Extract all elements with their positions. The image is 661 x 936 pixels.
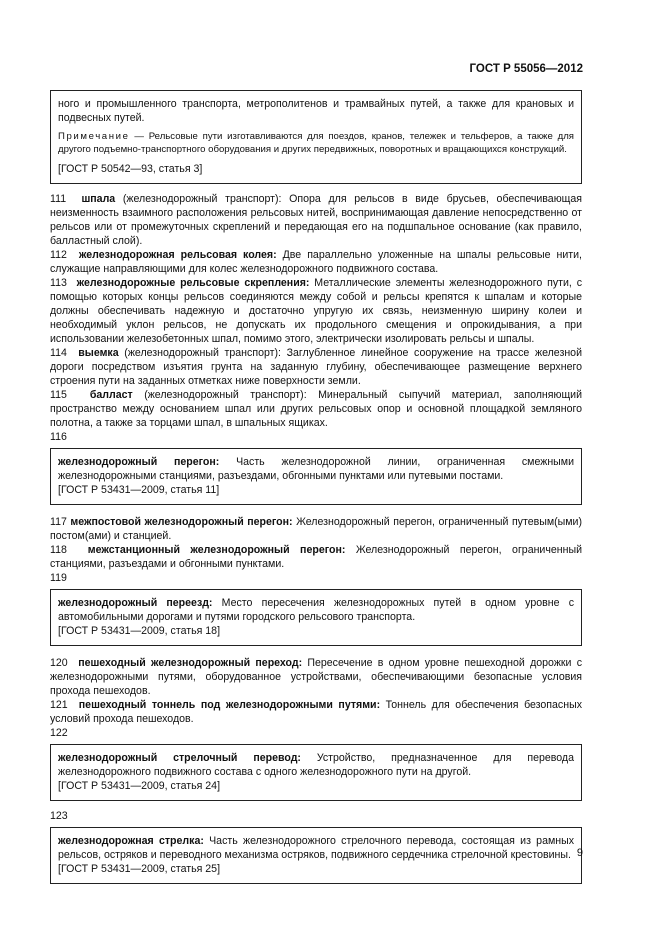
term-name: железнодорожные рельсовые скрепления: (76, 277, 310, 289)
term-definition: Железнодорожный перегон, ограниченный станциями, разъездами и обгонными пунктами. (50, 544, 582, 570)
term-number: 117 (50, 516, 67, 528)
term-name: железнодорожный переезд: (58, 597, 213, 609)
quoted-definition-box-122 (50, 744, 582, 801)
term-111 (50, 192, 582, 248)
term-name: пешеходный тоннель под железнодорожными путями: (78, 699, 381, 711)
term-definition: Место пересечения железнодорожных путей в одном уровне с автомобильными дорогами и путями городского рельсового транспорта. (58, 597, 574, 623)
quoted-definition-box-119 (50, 589, 582, 646)
term-name: железнодорожный перегон: (58, 456, 220, 468)
term-definition: Часть железнодорожной линии, ограниченная смежными железнодорожными станциями, разъездами, обгонными пунктами или путевыми постами. (58, 456, 574, 482)
term-number: 121 (50, 699, 68, 711)
term-name: шпала (81, 193, 116, 205)
document-code: ГОСТ Р 55056—2012 (469, 63, 583, 75)
source-reference: [ГОСТ Р 50542—93, статья 3] (58, 163, 203, 175)
source-reference: [ГОСТ Р 53431—2009, статья 18] (58, 625, 221, 637)
term-definition: Устройство, предназначенное для перевода железнодорожного подвижного состава с одного железнодорожного пути на другой. (58, 752, 574, 778)
term-117 (50, 515, 582, 543)
term-definition: Металлические элементы железнодорожного пути, с помощью которых концы рельсов соединяются между собой и рельсы крепятся к шпалам и которые должны обеспечивать надежную и достаточно упругую их связь, неизменную ширину колеи и необходимый уклон рельсов, не допускать их продольного смещения и опрокидывания, а при использовании железобетонных шпал, помимо этого, электрически изолировать рельсы и шпалы. (50, 277, 582, 345)
term-121 (50, 698, 582, 726)
term-number: 112 (50, 249, 67, 261)
term-113 (50, 276, 582, 346)
term-123 (58, 834, 574, 862)
term-name: балласт (89, 389, 133, 401)
note (58, 130, 574, 156)
term-115 (50, 388, 582, 430)
term-112 (50, 248, 582, 276)
term-116 (58, 455, 574, 483)
term-number: 111 (50, 193, 67, 205)
source-reference: [ГОСТ Р 53431—2009, статья 25] (58, 863, 221, 875)
term-definition: Тоннель для обеспечения безопасных условий прохода пешеходов. (50, 699, 582, 725)
term-definition: Две параллельно уложенные на шпалы рельсовые нити, служащие направляющими для колес железнодорожного подвижного состава. (50, 249, 582, 275)
term-name: выемка (78, 347, 119, 359)
term-122-number: 122 (50, 727, 68, 739)
term-definition: Часть железнодорожного стрелочного перевода, состоящая из рамных рельсов, остряков и переводного механизма остряков, подвижного сердечника стрелочной крестовины. (58, 835, 575, 861)
term-number: 113 (50, 277, 67, 289)
term-number: 114 (50, 347, 67, 359)
definition-text: ного и промышленного транспорта, метрополитенов и трамвайных путей, а также для крановых и подвесных путей. (58, 98, 574, 124)
term-119-number: 119 (50, 572, 67, 584)
term-name: межпостовой железнодорожный перегон: (70, 516, 293, 528)
source-reference: [ГОСТ Р 53431—2009, статья 11] (58, 484, 220, 496)
term-number: 115 (50, 389, 67, 401)
page-number: 9 (576, 847, 583, 859)
term-name: железнодорожная стрелка: (58, 835, 204, 847)
term-number: 120 (50, 657, 68, 669)
note-text: — Рельсовые пути изготавливаются для поездов, кранов, тележек и тельферов, а также для другого подъемно-транспортного оборудования и других передвижных, поворотных и вращающихся конструкций. (58, 131, 574, 155)
term-122 (58, 751, 574, 779)
term-name: межстанционный железнодорожный перегон: (87, 544, 346, 556)
term-definition: Железнодорожный перегон, ограниченный путевым(ыми) постом(ами) и станцией. (50, 516, 582, 542)
source-reference: [ГОСТ Р 53431—2009, статья 24] (58, 780, 221, 792)
term-114 (50, 346, 582, 388)
term-123-number: 123 (50, 810, 68, 822)
quoted-definition-box-rail-track (50, 90, 582, 184)
term-definition: Пересечение в одном уровне пешеходной дорожки с железнодорожными путями, оборудованное устройствами, обеспечивающими безопасные условия прохода пешеходов. (50, 657, 582, 697)
term-119 (58, 596, 574, 624)
quoted-definition-box-116 (50, 448, 582, 505)
term-definition: (железнодорожный транспорт): Заглубленное линейное сооружение на трассе железной дороги посредством изъятия грунта на заданную глубину, обеспечивающее размещение верхнего строения пути на заданных отметках ниже поверхности земли. (50, 347, 582, 387)
term-120 (50, 656, 582, 698)
term-number: 118 (50, 544, 67, 556)
term-name: железнодорожный стрелочный перевод: (58, 752, 301, 764)
note-label: Примечание (58, 131, 130, 142)
term-name: пешеходный железнодорожный переход: (78, 657, 303, 669)
term-116-number: 116 (50, 431, 67, 443)
term-definition: (железнодорожный транспорт): Минеральный сыпучий материал, заполняющий пространство между основанием шпал или других рельсовых опор и основной площадкой земляного полотна, а также за торцами шпал, в шпальных ящиках. (50, 389, 582, 429)
term-name: железнодорожная рельсовая колея: (78, 249, 277, 261)
quoted-definition-box-123 (50, 827, 582, 884)
term-118 (50, 543, 582, 571)
term-definition: (железнодорожный транспорт): Опора для рельсов в виде брусьев, обеспечивающая неизменность взаимного расположения рельсовых нитей, воспринимающая давление непосредственно от рельсов или от промежуточных скреплений и передающая его на подшпальное основание (как правило, балластный слой). (50, 193, 582, 247)
page-content (50, 90, 582, 884)
